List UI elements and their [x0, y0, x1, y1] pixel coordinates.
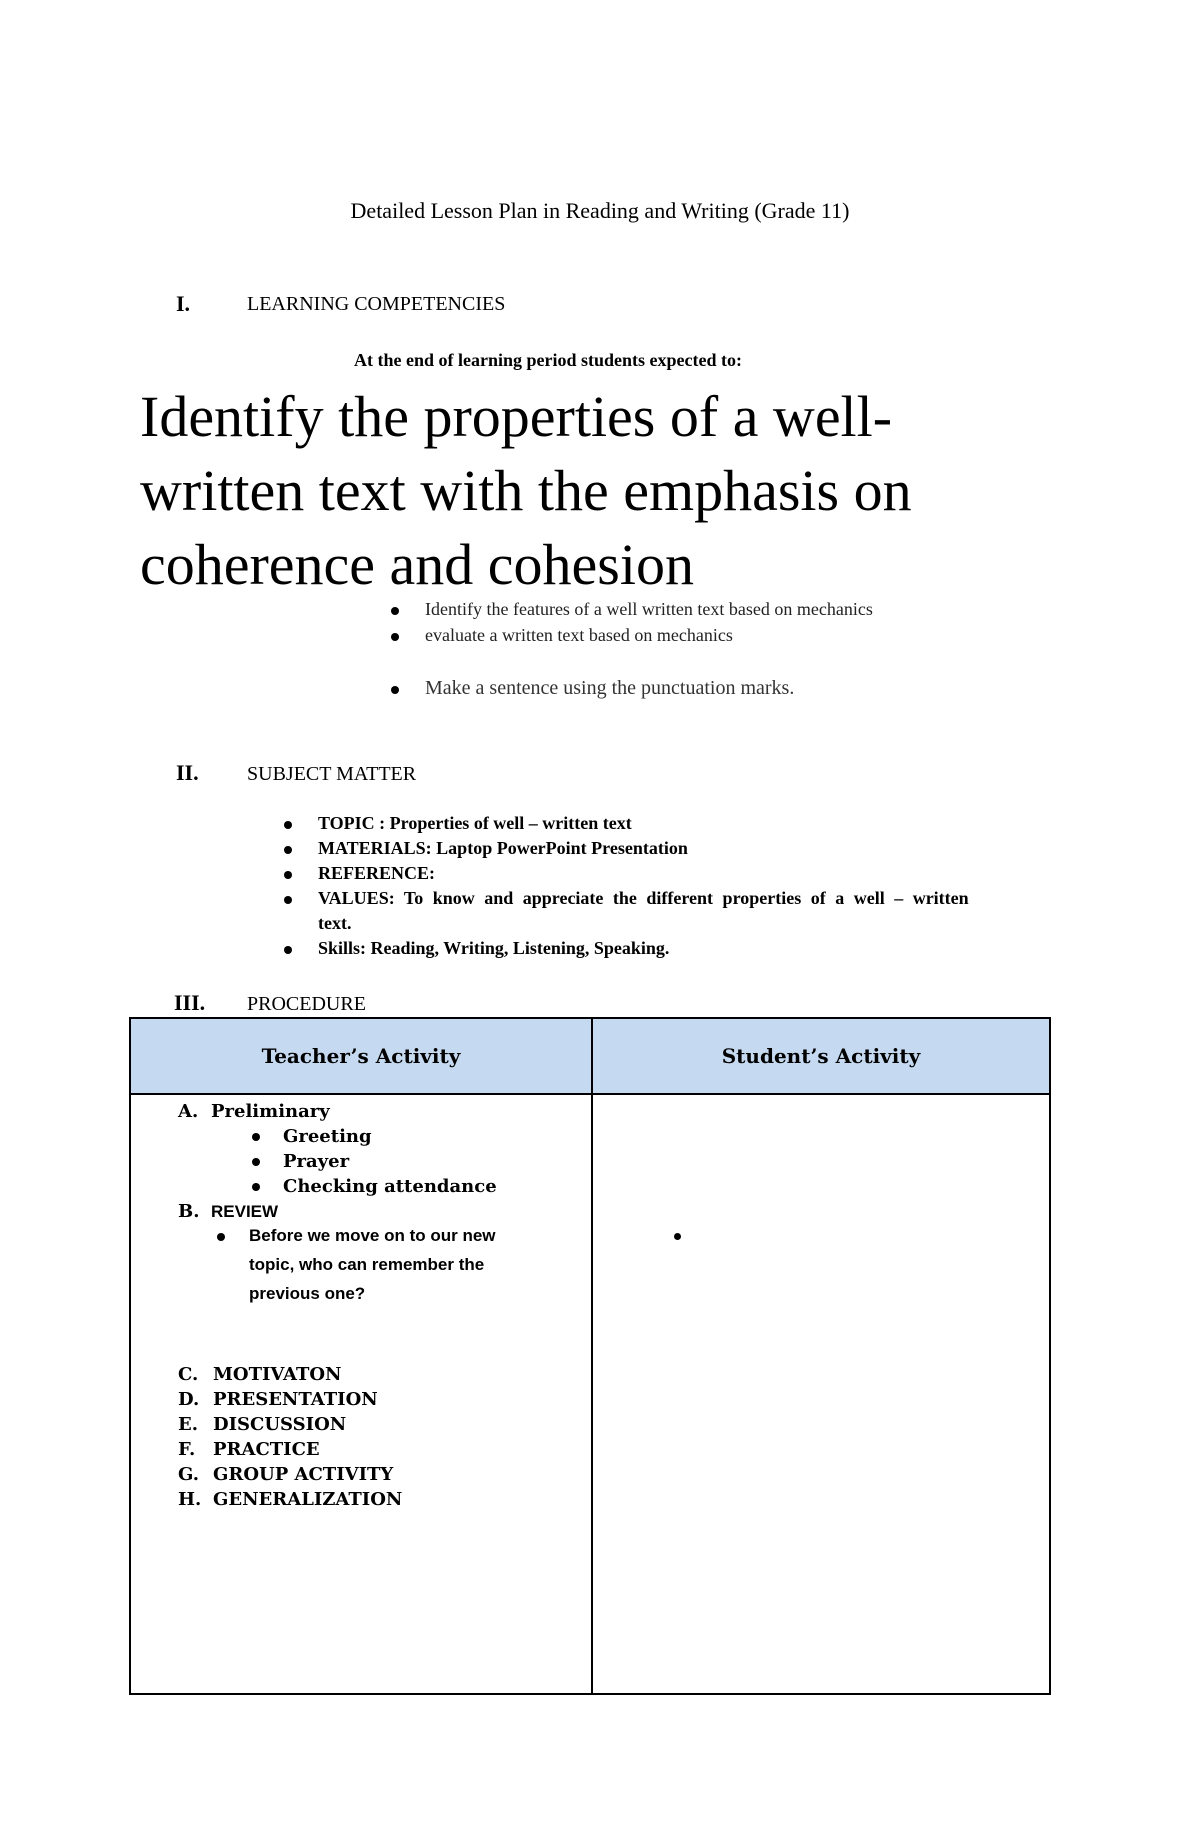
subject-values: VALUES: To know and appreciate the different properties of a well – written [318, 888, 969, 908]
step-label: PRACTICE [213, 1439, 320, 1460]
step-label: GENERALIZATION [213, 1489, 403, 1510]
bullet-icon [284, 871, 292, 879]
bullet-icon [284, 846, 292, 854]
review-question-line: Before we move on to our new [249, 1226, 496, 1245]
bullet-icon [284, 821, 292, 829]
section-1-intro: At the end of learning period students expected to: [354, 350, 742, 370]
step-label: GROUP ACTIVITY [213, 1464, 394, 1485]
procedure-table [129, 1017, 1051, 1695]
preliminary-item: Prayer [283, 1151, 350, 1172]
review-question-line: topic, who can remember the [249, 1255, 485, 1274]
review-label: REVIEW [211, 1202, 279, 1221]
subject-skills: Skills: Reading, Writing, Listening, Speaking. [318, 938, 670, 958]
preliminary-label: Preliminary [211, 1101, 330, 1122]
step-letter: G. [178, 1464, 199, 1485]
bullet-icon [391, 686, 399, 694]
main-objective-line-2: written text with the emphasis on [140, 458, 912, 523]
section-2-label: SUBJECT MATTER [247, 763, 417, 785]
step-letter: C. [178, 1364, 199, 1385]
step-label: DISCUSSION [213, 1414, 347, 1435]
main-objective-line-1: Identify the properties of a well- [140, 384, 893, 449]
step-letter: D. [178, 1389, 200, 1410]
objective-2: evaluate a written text based on mechanics [425, 625, 733, 645]
step-letter: H. [178, 1489, 202, 1510]
objective-3: Make a sentence using the punctuation marks. [425, 677, 795, 699]
section-3-label: PROCEDURE [247, 993, 366, 1015]
bullet-icon [284, 946, 292, 954]
review-question-line: previous one? [249, 1284, 366, 1303]
bullet-icon [284, 896, 292, 904]
section-3-number: III. [174, 990, 206, 1015]
subject-values-cont: text. [318, 913, 352, 933]
bullet-icon [252, 1133, 260, 1141]
document-title: Detailed Lesson Plan in Reading and Writing (Grade 11) [350, 198, 850, 223]
step-letter: F. [178, 1439, 196, 1460]
column-divider [591, 1019, 593, 1693]
step-label: MOTIVATON [213, 1364, 342, 1385]
bullet-icon [391, 607, 399, 615]
preliminary-item: Greeting [283, 1126, 372, 1147]
student-activity-header: Student’s Activity [593, 1019, 1049, 1095]
student-bullet-icon [674, 1233, 681, 1240]
step-letter: A. [178, 1101, 199, 1122]
preliminary-item: Checking attendance [283, 1176, 497, 1197]
section-1-number: I. [176, 291, 191, 316]
section-2-number: II. [176, 760, 199, 785]
bullet-icon [252, 1158, 260, 1166]
main-objective-line-3: coherence and cohesion [140, 532, 694, 597]
step-letter: E. [178, 1414, 198, 1435]
section-1-label: LEARNING COMPETENCIES [247, 293, 506, 315]
step-label: PRESENTATION [213, 1389, 378, 1410]
teacher-activity-header: Teacher’s Activity [131, 1019, 591, 1095]
subject-reference: REFERENCE: [318, 863, 436, 883]
subject-topic: TOPIC : Properties of well – written text [318, 813, 632, 833]
objective-1: Identify the features of a well written text based on mechanics [425, 599, 873, 619]
bullet-icon [252, 1183, 260, 1191]
bullet-icon [391, 633, 399, 641]
bullet-icon [217, 1233, 225, 1241]
step-letter: B. [178, 1201, 200, 1222]
subject-materials: MATERIALS: Laptop PowerPoint Presentation [318, 838, 688, 858]
